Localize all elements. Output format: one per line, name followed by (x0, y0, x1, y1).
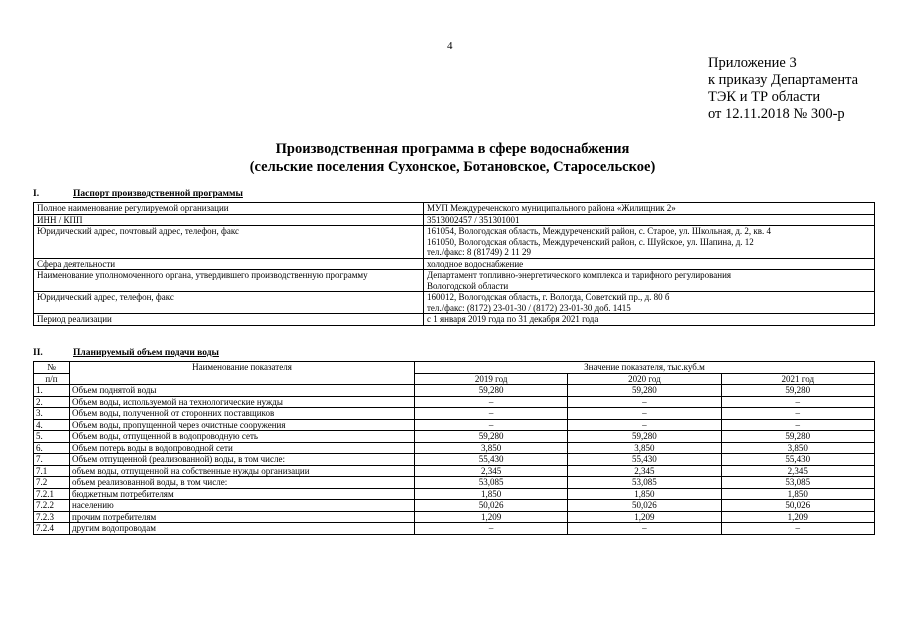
indicator-value-2020-год: 59,280 (568, 431, 721, 443)
indicator-value-2021-год: 1,850 (721, 488, 874, 500)
col-header-year: 2019 год (415, 373, 568, 385)
passport-row (34, 292, 875, 314)
passport-row (34, 258, 875, 270)
indicator-value-2019-год: – (415, 396, 568, 408)
passport-value (424, 292, 875, 314)
row-number: 3. (34, 408, 70, 420)
passport-label: Сфера деятельности (34, 258, 424, 270)
passport-row (34, 314, 875, 326)
table-row (34, 465, 875, 477)
title-line: (сельские поселения Сухонское, Ботановское, Старосельское) (249, 159, 656, 175)
row-number: 5. (34, 431, 70, 443)
passport-value-line: 160012, Вологодская область, г. Вологда, Советский пр., д. 80 б (427, 292, 670, 302)
table-row (34, 477, 875, 489)
col-header-value-group: Значение показателя, тыс.куб.м (415, 362, 875, 374)
water-volume-table (33, 361, 875, 535)
table-row (34, 385, 875, 397)
page-number: 4 (447, 40, 453, 52)
indicator-value-2021-год: 55,430 (721, 454, 874, 466)
passport-value-line: холодное водоснабжение (427, 258, 524, 269)
row-number: 2. (34, 396, 70, 408)
row-number: 7.2.2 (34, 500, 70, 512)
indicator-name: Объем поднятой воды (70, 385, 415, 397)
passport-value-line: с 1 января 2019 года по 31 декабря 2021 года (427, 314, 599, 324)
indicator-value-2019-год: 59,280 (415, 385, 568, 397)
indicator-value-2021-год: 53,085 (721, 477, 874, 489)
table-row (34, 500, 875, 512)
col-header-number: № (34, 362, 70, 374)
col-header-name: Наименование показателя (70, 362, 415, 385)
indicator-value-2019-год: – (415, 408, 568, 420)
col-header-number-sub: п/п (34, 373, 70, 385)
row-number: 4. (34, 419, 70, 431)
table-row (34, 396, 875, 408)
table-row (34, 419, 875, 431)
passport-label: Наименование уполномоченного органа, утвердившего производственную программу (34, 270, 424, 292)
appendix-line: от 12.11.2018 № 300-р (708, 106, 845, 122)
table-row (34, 408, 875, 420)
indicator-name: Объем воды, полученной от сторонних поставщиков (70, 408, 415, 420)
passport-value-line: Вологодской области (427, 280, 509, 291)
passport-value (424, 226, 875, 259)
indicator-value-2021-год: 1,209 (721, 511, 874, 523)
title-line: Производственная программа в сфере водоснабжения (275, 141, 630, 157)
row-number: 7.1 (34, 465, 70, 477)
indicator-value-2019-год: 59,280 (415, 431, 568, 443)
indicator-value-2020-год: – (568, 396, 721, 408)
section-heading-passport (33, 189, 243, 199)
indicator-value-2020-год: 50,026 (568, 500, 721, 512)
row-number: 7.2.3 (34, 511, 70, 523)
passport-table (33, 202, 875, 326)
indicator-value-2021-год: 59,280 (721, 431, 874, 443)
indicator-value-2020-год: – (568, 419, 721, 431)
row-number: 7.2.4 (34, 523, 70, 535)
col-header-year: 2020 год (568, 373, 721, 385)
indicator-value-2019-год: 2,345 (415, 465, 568, 477)
indicator-value-2020-год: 59,280 (568, 385, 721, 397)
passport-row (34, 226, 875, 259)
indicator-name: Объем воды, отпущенной в водопроводную сеть (70, 431, 415, 443)
indicator-value-2021-год: 59,280 (721, 385, 874, 397)
indicator-value-2019-год: 50,026 (415, 500, 568, 512)
passport-value (424, 270, 875, 292)
indicator-name: другим водопроводам (70, 523, 415, 535)
col-header-year: 2021 год (721, 373, 874, 385)
passport-value-line: МУП Междуреченского муниципального района «Жилищник 2» (427, 203, 676, 213)
row-number: 1. (34, 385, 70, 397)
indicator-value-2021-год: 3,850 (721, 442, 874, 454)
indicator-value-2019-год: 1,209 (415, 511, 568, 523)
indicator-name: Объем воды, пропущенной через очистные сооружения (70, 419, 415, 431)
row-number: 7.2.1 (34, 488, 70, 500)
indicator-name: прочим потребителям (70, 511, 415, 523)
indicator-name: объем реализованной воды, в том числе: (70, 477, 415, 489)
row-number: 6. (34, 442, 70, 454)
indicator-name: объем воды, отпущенной на собственные нужды организации (70, 465, 415, 477)
passport-label: Период реализации (34, 314, 424, 326)
passport-row (34, 203, 875, 215)
table-row (34, 442, 875, 454)
passport-value (424, 258, 875, 270)
indicator-value-2020-год: 53,085 (568, 477, 721, 489)
passport-value-line: 161054, Вологодская область, Междуреченский район, с. Старое, ул. Школьная, д. 2, кв. 4 (427, 226, 772, 236)
indicator-value-2020-год: 3,850 (568, 442, 721, 454)
section-title: Планируемый объем подачи воды (73, 348, 219, 358)
passport-value-line: тел./факс: (8172) 23-01-30 / (8172) 23-01-30 доб. 1415 (427, 302, 631, 313)
indicator-value-2021-год: – (721, 396, 874, 408)
indicator-value-2020-год: 2,345 (568, 465, 721, 477)
indicator-value-2019-год: 1,850 (415, 488, 568, 500)
indicator-value-2021-год: 2,345 (721, 465, 874, 477)
passport-value (424, 203, 875, 215)
indicator-value-2019-год: 53,085 (415, 477, 568, 489)
indicator-value-2019-год: 3,850 (415, 442, 568, 454)
indicator-value-2019-год: 55,430 (415, 454, 568, 466)
row-number: 7.2 (34, 477, 70, 489)
indicator-value-2020-год: – (568, 523, 721, 535)
row-number: 7. (34, 454, 70, 466)
document-title (0, 140, 905, 176)
indicator-value-2021-год: – (721, 419, 874, 431)
passport-label: ИНН / КПП (34, 214, 424, 226)
passport-value-line: 161050, Вологодская область, Междуреченский район, с. Шуйское, ул. Шапина, д. 12 (427, 236, 754, 247)
indicator-value-2021-год: – (721, 408, 874, 420)
passport-value-line: тел./факс: 8 (81749) 2 11 29 (427, 247, 532, 257)
passport-label: Юридический адрес, почтовый адрес, телефон, факс (34, 226, 424, 259)
appendix-line: ТЭК и ТР области (708, 89, 821, 105)
indicator-value-2019-год: – (415, 419, 568, 431)
table-row (34, 488, 875, 500)
table-row (34, 431, 875, 443)
indicator-value-2021-год: 50,026 (721, 500, 874, 512)
table-row (34, 454, 875, 466)
indicator-value-2020-год: 1,850 (568, 488, 721, 500)
passport-value (424, 214, 875, 226)
indicator-name: населению (70, 500, 415, 512)
indicator-value-2020-год: 1,209 (568, 511, 721, 523)
indicator-value-2021-год: – (721, 523, 874, 535)
indicator-name: Объем воды, используемой на технологические нужды (70, 396, 415, 408)
section-heading-volume (33, 348, 219, 358)
indicator-value-2020-год: 55,430 (568, 454, 721, 466)
section-number: I. (33, 189, 40, 199)
section-title: Паспорт производственной программы (73, 189, 243, 199)
indicator-value-2019-год: – (415, 523, 568, 535)
indicator-name: Объем отпущенной (реализованной) воды, в том числе: (70, 454, 415, 466)
appendix-block (708, 55, 858, 123)
indicator-name: бюджетным потребителям (70, 488, 415, 500)
passport-label: Юридический адрес, телефон, факс (34, 292, 424, 314)
indicator-name: Объем потерь воды в водопроводной сети (70, 442, 415, 454)
appendix-line: Приложение 3 (708, 55, 797, 71)
appendix-line: к приказу Департамента (708, 72, 859, 88)
table-row (34, 511, 875, 523)
passport-value (424, 314, 875, 326)
passport-row (34, 214, 875, 226)
passport-row (34, 270, 875, 292)
table-row (34, 523, 875, 535)
indicator-value-2020-год: – (568, 408, 721, 420)
passport-label: Полное наименование регулируемой организации (34, 203, 424, 215)
section-number: II. (33, 348, 43, 358)
passport-value-line: Департамент топливно-энергетического комплекса и тарифного регулирования (427, 270, 732, 280)
passport-value-line: 3513002457 / 351301001 (427, 214, 520, 225)
